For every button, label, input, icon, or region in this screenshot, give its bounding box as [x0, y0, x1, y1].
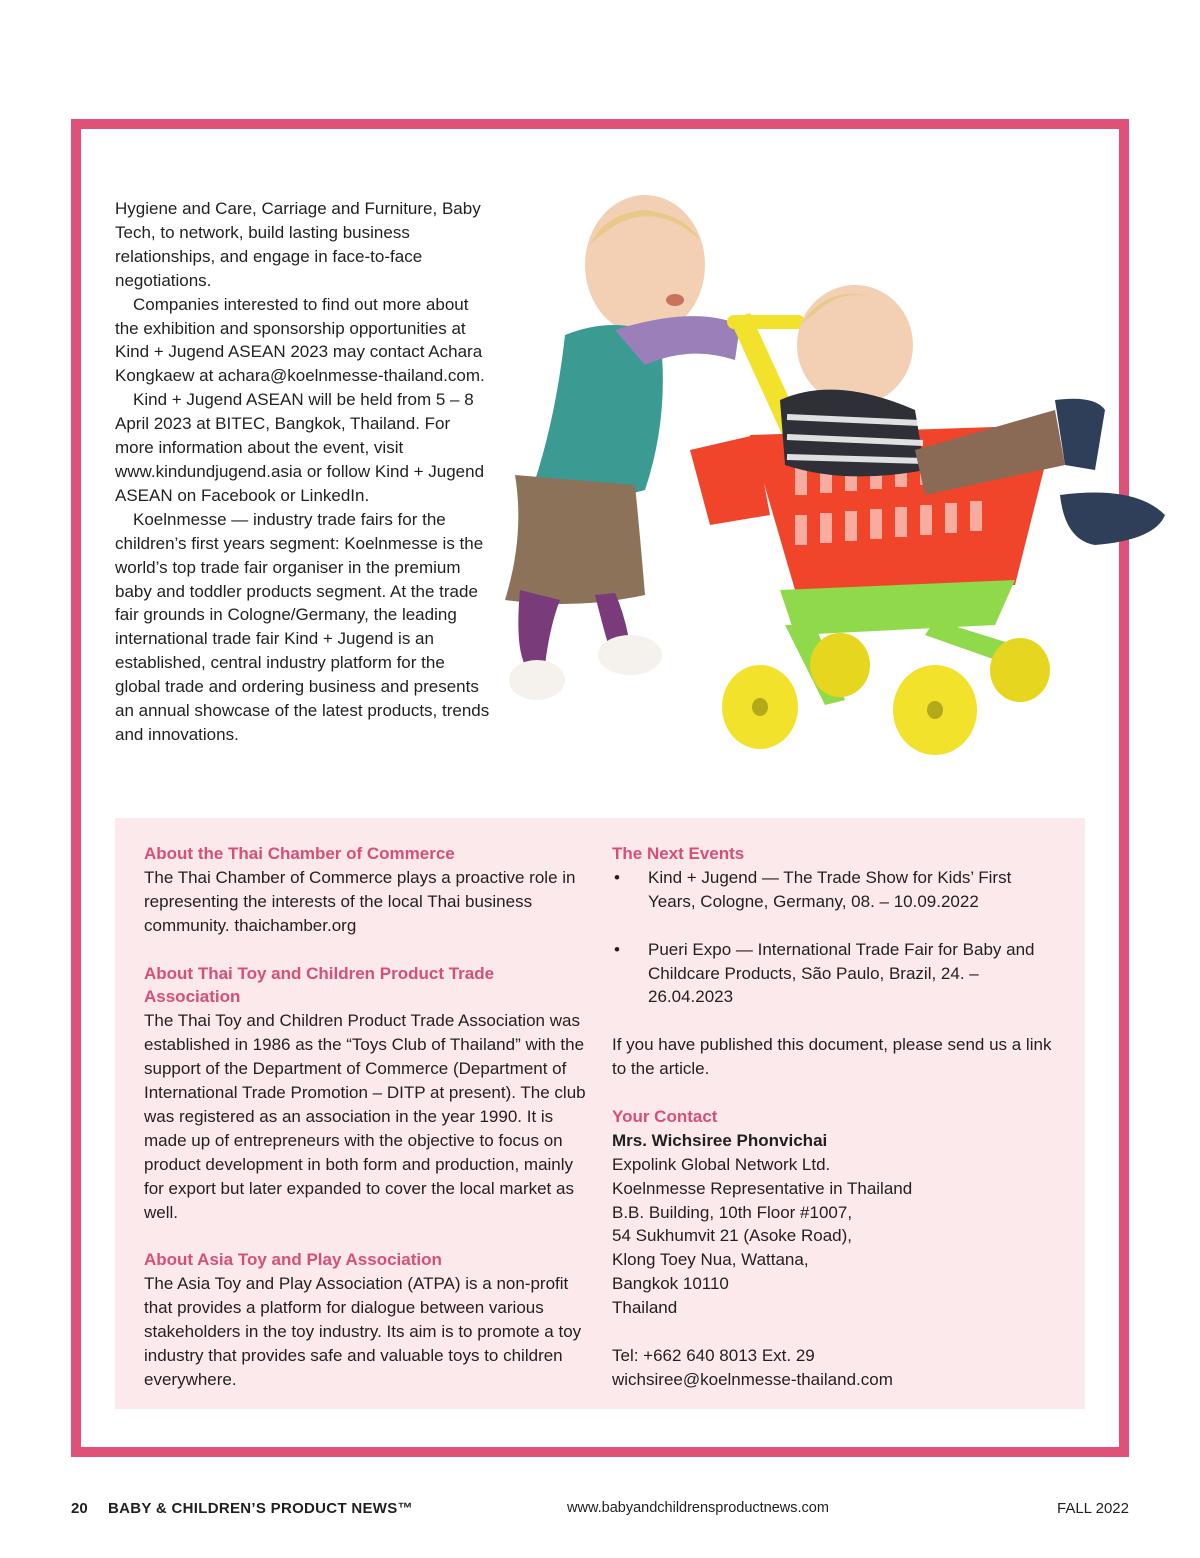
asia-toy-association-section: [144, 1248, 594, 1391]
contact-address-line: Expolink Global Network Ltd.: [612, 1154, 831, 1174]
contact-address-line: Klong Toey Nua, Wattana,: [612, 1250, 809, 1270]
toddlers-shopping-cart-photo: [495, 195, 1175, 755]
asia-toy-association-heading: About Asia Toy and Play Association: [144, 1250, 442, 1270]
thai-chamber-heading: About the Thai Chamber of Commerce: [144, 844, 455, 863]
next-events-list: [612, 866, 1062, 1009]
event-list-item: [612, 938, 1062, 1010]
article-paragraph: Koelnmesse — industry trade fairs for the children’s first years segment: Koelnmesse is the world’s top trade fair organiser in the premium baby and toddler products segment. At the trade fair grounds in Cologne/Germany, the leading international trade fair Kind + Jugend is an established, central industry platform for the global trade and ordering business and presents an annual showcase of the latest products, trends and innovations.: [115, 509, 490, 744]
article-paragraph: Kind + Jugend ASEAN will be held from 5 – 8 April 2023 at BITEC, Bangkok, Thailand. For more information about the event, visit www.kindundjugend.asia or follow Kind + Jugend ASEAN on Facebook or LinkedIn.: [115, 390, 485, 505]
contact-section: [612, 1105, 1062, 1392]
info-box-right-column: [612, 842, 1062, 1392]
thai-toy-association-body: The Thai Toy and Children Product Trade Association was established in 1986 as the “Toys Club of Thailand” with the support of the Department of Commerce (Department of International Trade Promotion – DITP at present). The club was registered as an association in the year 1990. It is made up of entrepreneurs with the objective to focus on product development in both form and production, mainly for export but later expanded to cover the local market as well.: [144, 1011, 586, 1222]
thai-chamber-section: [144, 842, 594, 938]
thai-chamber-body: The Thai Chamber of Commerce plays a proactive role in representing the interests of the local Thai business community. thaichamber.org: [144, 867, 576, 935]
contact-address-line: Thailand: [612, 1298, 678, 1318]
website-link[interactable]: www.babyandchildrensproductnews.com: [567, 1500, 829, 1516]
next-events-section: [612, 842, 1062, 1009]
contact-address-line: 54 Sukhumvit 21 (Asoke Road),: [612, 1226, 853, 1246]
article-text: [115, 197, 490, 747]
contact-address-line: Bangkok 10110: [612, 1274, 729, 1294]
contact-heading: Your Contact: [612, 1106, 718, 1126]
next-events-heading: The Next Events: [612, 844, 745, 863]
contact-address-line: B.B. Building, 10th Floor #1007,: [612, 1202, 853, 1222]
contact-name: Mrs. Wichsiree Phonvichai: [612, 1130, 828, 1150]
bullet-icon: •: [614, 867, 620, 887]
article-paragraph: Companies interested to find out more about the exhibition and sponsorship opportunities at Kind + Jugend ASEAN 2023 may contact Achara Kongkaew at achara@koelnmesse-thailand.com.: [115, 294, 485, 386]
thai-toy-association-section: [144, 962, 594, 1225]
thai-toy-association-heading: About Thai Toy and Children Product Trade Association: [144, 963, 495, 1007]
asia-toy-association-body: The Asia Toy and Play Association (ATPA) is a non-profit that provides a platform for dialogue between various stakeholders in the toy industry. Its aim is to promote a toy industry that provides safe and valuable toys to children everywhere.: [144, 1274, 582, 1389]
bullet-icon: •: [614, 939, 620, 959]
info-box: [115, 818, 1085, 1409]
contact-address-line: Koelnmesse Representative in Thailand: [612, 1178, 913, 1198]
publication-name: BABY & CHILDREN’S PRODUCT NEWS™: [108, 1500, 413, 1517]
contact-phone: Tel: +662 640 8013 Ext. 29: [612, 1345, 815, 1365]
issue-season: FALL 2022: [1056, 1500, 1129, 1517]
page-footer: [71, 1500, 1129, 1522]
event-list-item: [612, 866, 1062, 914]
publish-note: If you have published this document, please send us a link to the article.: [612, 1035, 1052, 1079]
event-text: Kind + Jugend — The Trade Show for Kids’ First Years, Cologne, Germany, 08. – 10.09.2022: [648, 867, 1012, 911]
article-paragraph: Hygiene and Care, Carriage and Furniture, Baby Tech, to network, build lasting business relationships, and engage in face-to-face negotiations.: [115, 199, 481, 290]
event-text: Pueri Expo — International Trade Fair for Baby and Childcare Products, São Paulo, Brazil, 24. – 26.04.2023: [648, 939, 1035, 1007]
info-box-left-column: [144, 842, 594, 1392]
contact-email: wichsiree@koelnmesse-thailand.com: [612, 1369, 893, 1389]
page-number: 20: [71, 1500, 88, 1517]
